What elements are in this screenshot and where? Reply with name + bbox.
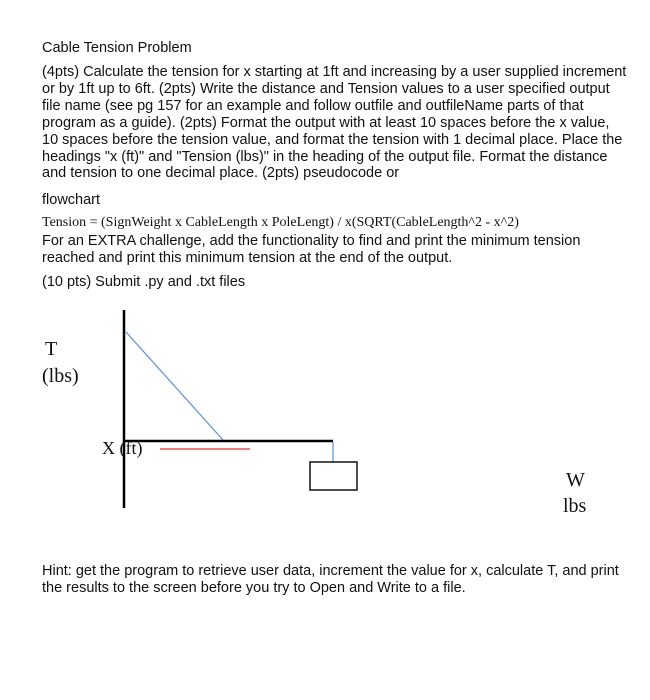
- x-axis-label: X (ft): [102, 438, 143, 458]
- problem-description: (4pts) Calculate the tension for x starting at 1ft and increasing by a user supplied increment or by 1ft up to 6ft. (2pts) Write the distance and Tension values to a user specified output file name (see pg 157 for an example and follow outfile and outfileName parts of that program as a guide). (2pts) Format the output with at least 10 spaces before the x value, 10 spaces before the tension value, and format the tension with 1 decimal place. Place the headings "x (ft)" and "Tension (lbs)" in the heading of the output file. Format the distance and tension to one decimal place. (2pts) pseudocode or: [42, 64, 627, 182]
- weight-box: [310, 462, 357, 490]
- tension-formula: Tension = (SignWeight x CableLength x PoleLengt) / x(SQRT(CableLength^2 - x^2): [42, 215, 519, 230]
- problem-title: Cable Tension Problem: [42, 40, 192, 56]
- cable-line: [126, 332, 223, 440]
- weight-unit-label: lbs: [563, 495, 587, 517]
- weight-label: W: [566, 469, 585, 491]
- extra-challenge: For an EXTRA challenge, add the functionality to find and print the minimum tension reached and print this minimum tension at the end of the output.: [42, 233, 581, 266]
- flowchart-word: flowchart: [42, 192, 101, 208]
- tension-unit-label: (lbs): [42, 365, 79, 387]
- hint-text: Hint: get the program to retrieve user data, increment the value for x, calculate T, and print the results to the screen before you try to Open and Write to a file.: [42, 563, 619, 596]
- tension-axis-label: T: [45, 338, 58, 360]
- submit-instructions: (10 pts) Submit .py and .txt files: [42, 274, 246, 290]
